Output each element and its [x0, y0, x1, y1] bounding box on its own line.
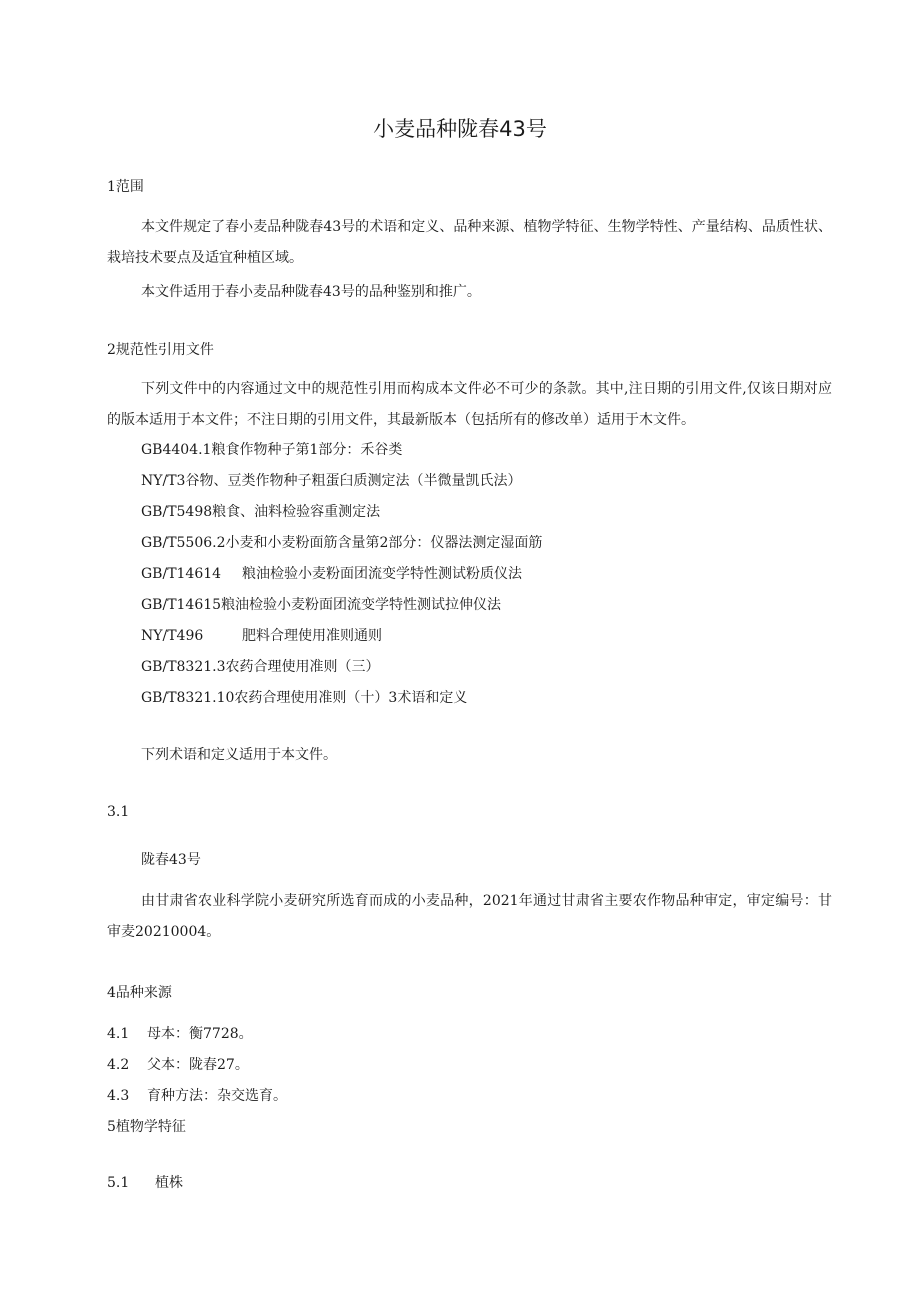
section-2-heading: 2规范性引用文件	[107, 342, 214, 358]
reference-item	[141, 533, 542, 553]
reference-item	[141, 471, 521, 491]
section-2-paragraph: 下列文件中的内容通过文中的规范性引用而构成本文件必不可少的条款。其中,注日期的引用文件,仅该日期对应的版本适用于本文件；不注日期的引用文件，其最新版本（包括所有的修改单）适用于木文件。	[107, 381, 832, 428]
reference-item	[141, 440, 402, 460]
reference-code: GB/T8321.3	[141, 659, 226, 675]
clause-number: 5.1	[107, 1175, 130, 1191]
clause-number: 4.3	[107, 1088, 130, 1104]
reference-title: 粮食、油料检验容重测定法	[212, 504, 381, 520]
clause-text: 父本：陇春27。	[147, 1057, 249, 1073]
reference-item	[141, 564, 522, 584]
clause-item	[107, 1024, 253, 1044]
reference-code: GB/T8321.10	[141, 690, 235, 706]
reference-item	[141, 595, 501, 615]
reference-title: 谷物、豆类作物种子粗蛋臼质测定法（半微量凯氏法）	[185, 473, 522, 489]
section-5-heading: 5植物学特征	[107, 1119, 186, 1135]
reference-code: GB/T5506.2	[141, 535, 226, 551]
reference-code: NY/T3	[141, 473, 186, 489]
reference-code: GB/T5498	[141, 504, 213, 520]
reference-title: 粮食作物种子第1部分：禾谷类	[211, 442, 403, 458]
clause-item	[107, 1086, 287, 1106]
reference-title: 粮油检验小麦粉面团流变学特性测试粉质仪法	[242, 566, 522, 582]
document-title: 小麦品种陇春43号	[373, 117, 547, 141]
reference-item	[141, 626, 382, 646]
clause-item	[107, 1055, 249, 1075]
section-1-paragraph-1: 本文件规定了春小麦品种陇春43号的术语和定义、品种来源、植物学特征、生物学特性、产量结构、品质性状、栽培技术要点及适宜种植区域。	[107, 219, 832, 266]
clause-3-1-number: 3.1	[107, 804, 130, 820]
reference-item	[141, 688, 467, 708]
term-name: 陇春43号	[141, 852, 201, 868]
clause-number: 4.2	[107, 1057, 130, 1073]
terms-intro: 下列术语和定义适用于本文件。	[141, 747, 337, 763]
reference-title: 肥料合理使用准则通则	[242, 628, 382, 644]
clause-text: 植株	[155, 1175, 183, 1191]
reference-title: 粮油检验小麦粉面团流变学特性测试拉伸仪法	[221, 597, 502, 613]
section-4-heading: 4品种来源	[107, 985, 172, 1001]
clause-text: 母本：衡7728。	[147, 1026, 253, 1042]
reference-code: NY/T496	[141, 628, 204, 644]
clause-number: 4.1	[107, 1026, 130, 1042]
term-definition: 由甘肃省农业科学院小麦研究所选育而成的小麦品种，2021年通过甘肃省主要农作物品种审定，审定编号：甘审麦20210004。	[107, 893, 832, 940]
clause-text: 育种方法：杂交选育。	[147, 1088, 287, 1104]
reference-code: GB/T14615	[141, 597, 222, 613]
reference-item	[141, 657, 380, 677]
section-1-paragraph-2: 本文件适用于春小麦品种陇春43号的品种鉴别和推广。	[141, 284, 481, 300]
reference-title: 农药合理使用准则（三）	[225, 659, 380, 675]
reference-item	[141, 502, 380, 522]
reference-title: 农药合理使用准则（十）3术语和定义	[234, 690, 468, 706]
reference-code: GB4404.1	[141, 442, 212, 458]
clause-item	[107, 1173, 183, 1193]
reference-title: 小麦和小麦粉面筋含量第2部分：仪器法测定湿面筋	[225, 535, 543, 551]
section-1-heading: 1范围	[107, 179, 144, 195]
reference-code: GB/T14614	[141, 566, 222, 582]
